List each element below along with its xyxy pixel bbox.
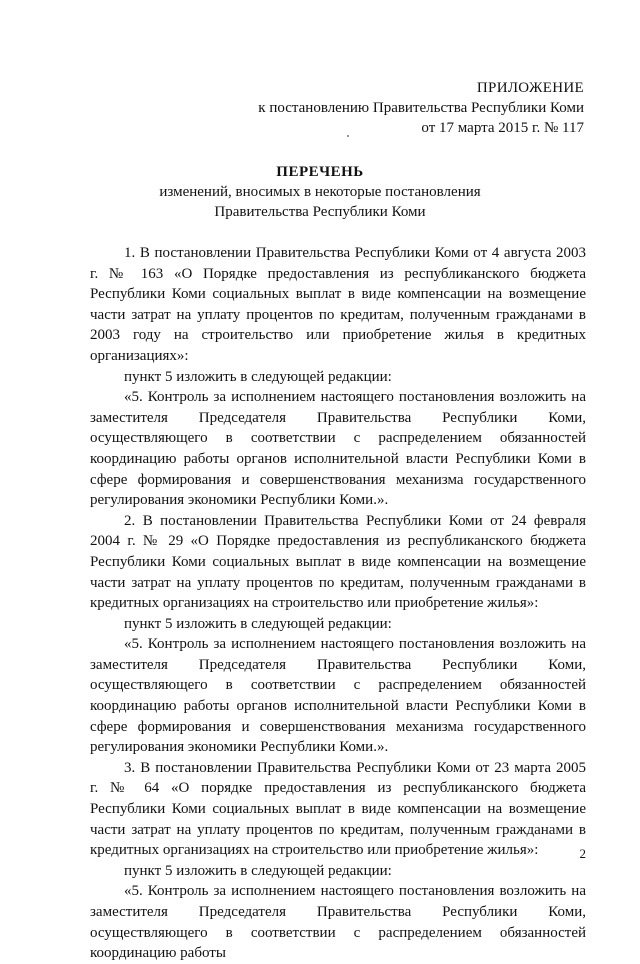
item-2-instruction: пункт 5 изложить в следующей редакции: [124,615,392,632]
item-1-new-text: «5. Контроль за исполнением настоящего постановления возложить на заместителя Председателя Правительства Республики Коми, осуществляющего в соответствии с распределением обязанностей координацию работы органов исполнительной власти Республики Коми в сфере формирования и совершенствования механизма государственного регулирования экономики Республики Коми.». [90,389,586,509]
document-body [90,243,586,964]
item-3-new-text: «5. Контроль за исполнением настоящего постановления возложить на заместителя Председателя Правительства Республики Коми, осуществляющего в соответствии с распределением обязанностей координацию работы [90,883,586,962]
appendix-date: от 17 марта 2015 г. № 117 [421,120,584,136]
item-1-instruction: пункт 5 изложить в следующей редакции: [124,368,392,385]
scan-speck [347,135,349,137]
appendix-reference: к постановлению Правительства Республики Коми [258,100,584,116]
appendix-block [258,78,584,138]
document-subtitle-line1: изменений, вносимых в некоторые постановления [159,184,481,200]
page-number: 2 [579,846,586,861]
document-subtitle-line2: Правительства Республики Коми [214,204,426,220]
item-3-intro: 3. В постановлении Правительства Республики Коми от 23 марта 2005 г. № 64 «О порядке предоставления из республиканского бюджета Республики Коми социальных выплат в виде компенсации на возмещение части затрат на уплату процентов по кредитам, полученным гражданами в кредитных организациях на строительство или приобретение жилья»: [90,759,586,859]
item-3-instruction: пункт 5 изложить в следующей редакции: [124,862,392,879]
document-title: ПЕРЕЧЕНЬ [276,164,364,180]
item-2-new-text: «5. Контроль за исполнением настоящего постановления возложить на заместителя Председателя Правительства Республики Коми, осуществляющего в соответствии с распределением обязанностей координацию работы органов исполнительной власти Республики Коми в сфере формирования и совершенствования механизма государственного регулирования экономики Республики Коми.». [90,636,586,756]
item-1-intro: 1. В постановлении Правительства Республики Коми от 4 августа 2003 г. № 163 «О Порядке предоставления из республиканского бюджета Республики Коми социальных выплат в виде компенсации на возмещение части затрат на уплату процентов по кредитам, полученным гражданами в 2003 году на строительство или приобретение жилья в кредитных организациях»: [90,245,586,364]
document-heading [0,162,640,222]
item-2-intro: 2. В постановлении Правительства Республики Коми от 24 февраля 2004 г. № 29 «О Порядке предоставления из республиканского бюджета Республики Коми социальных выплат в виде компенсации на возмещение части затрат на уплату процентов по кредитам, полученным гражданами в кредитных организациях на строительство или приобретение жилья»: [90,512,586,612]
appendix-title: ПРИЛОЖЕНИЕ [476,80,584,96]
